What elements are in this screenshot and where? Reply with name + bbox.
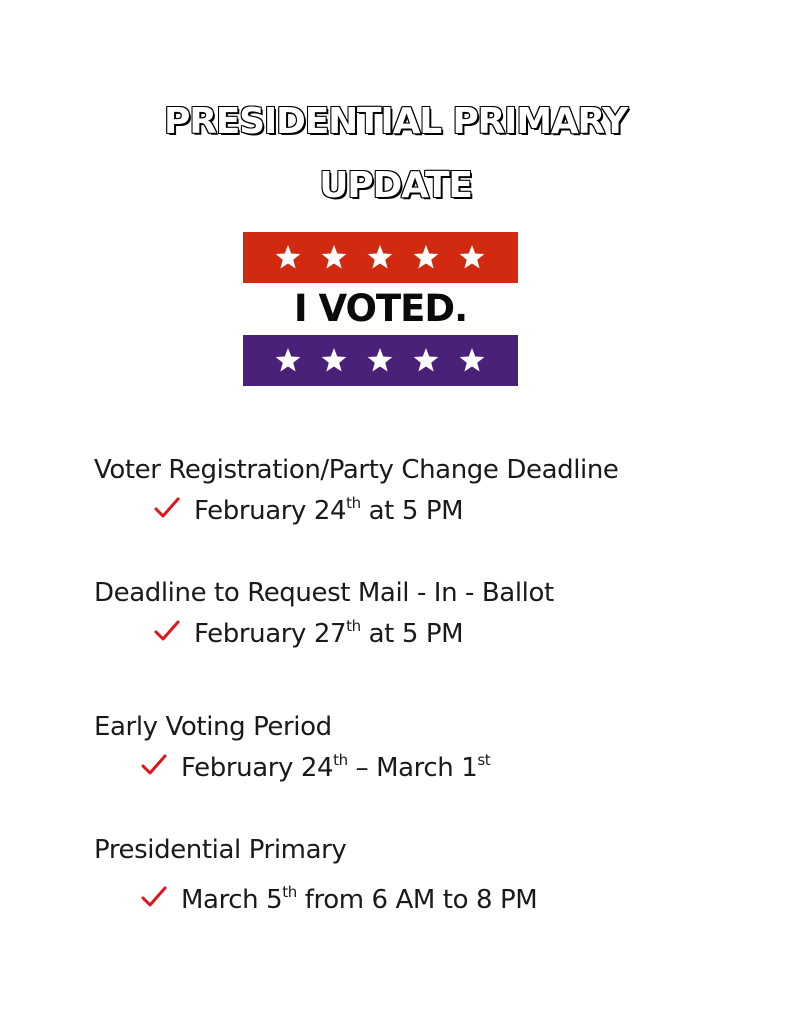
item-superscript: st	[477, 751, 491, 769]
section-heading-registration: Voter Registration/Party Change Deadline	[94, 455, 619, 485]
item-text: from 6 AM to 8 PM	[296, 885, 538, 915]
item-text: – March 1	[347, 753, 478, 783]
title-line-1: PRESIDENTIAL PRIMARY	[164, 101, 627, 142]
checkmark-icon	[141, 886, 167, 908]
section-heading-mail-ballot: Deadline to Request Mail - In - Ballot	[94, 578, 554, 608]
item-text: at 5 PM	[360, 496, 464, 526]
section-heading-early-voting: Early Voting Period	[94, 712, 332, 742]
item-superscript: th	[346, 617, 361, 635]
section-item-mail-ballot	[194, 617, 464, 649]
title-line-2: UPDATE	[319, 165, 472, 206]
i-voted-badge	[243, 232, 518, 386]
item-text: February 24	[181, 753, 334, 783]
item-superscript: th	[333, 751, 348, 769]
item-text: at 5 PM	[360, 619, 464, 649]
badge-text: I VOTED.	[293, 287, 468, 330]
section-item-primary	[181, 883, 538, 915]
item-text: February 24	[194, 496, 347, 526]
checkmark-icon	[154, 620, 180, 642]
item-text: March 5	[181, 885, 283, 915]
section-item-early-voting	[181, 751, 491, 783]
item-superscript: th	[346, 494, 361, 512]
item-superscript: th	[282, 883, 297, 901]
badge-top-band	[243, 232, 518, 283]
item-text: February 27	[194, 619, 347, 649]
section-heading-primary: Presidential Primary	[94, 835, 347, 865]
badge-bottom-band	[243, 335, 518, 386]
checkmark-icon	[141, 754, 167, 776]
checkmark-icon	[154, 497, 180, 519]
section-item-registration	[194, 494, 464, 526]
